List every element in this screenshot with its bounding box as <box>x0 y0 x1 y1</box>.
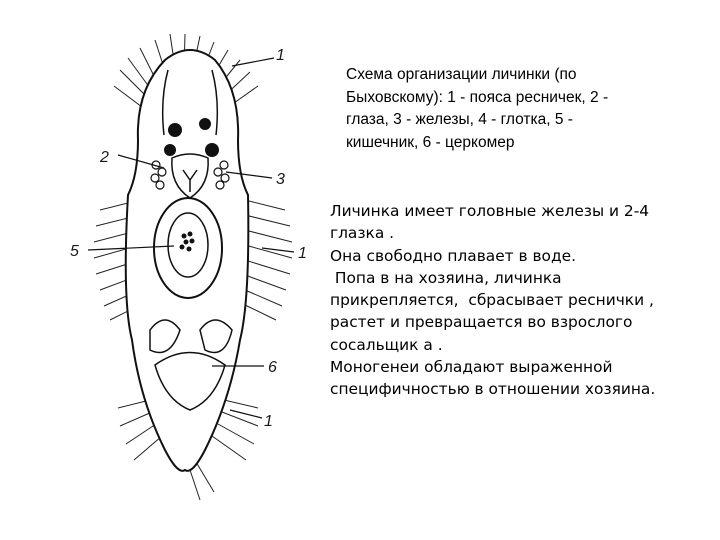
eye-icon <box>168 123 182 137</box>
body-line: Она свободно плавает в воде. <box>330 246 576 265</box>
label-5: 5 <box>70 243 79 260</box>
eye-icon <box>199 118 211 130</box>
label-1-bottom: 1 <box>264 413 273 430</box>
body-line: Моногенеи обладают выраженной специфичностью в отношении хозяина. <box>330 358 656 399</box>
figure-caption: Схема организации личинки (по Быховскому): 1 - пояса ресничек, 2 - глаза, 3 - железы, 4 - глотка, 5 - кишечник, 6 - церкомер <box>346 66 609 151</box>
body-line: Попа в на хозяина, личинка прикрепляется, сбрасывает реснички , растет и превращается во взрослого сосальщик а . <box>330 268 659 354</box>
intestine-inner <box>168 213 208 277</box>
larva-illustration <box>0 0 340 540</box>
label-6: 6 <box>268 359 277 376</box>
label-2: 2 <box>100 149 109 166</box>
eye-icon <box>205 143 219 157</box>
label-3: 3 <box>276 171 285 188</box>
body-text <box>330 200 685 401</box>
larva-diagram <box>0 0 340 540</box>
body-line: Личинка имеет головные железы и 2-4 глазка . <box>330 202 654 243</box>
label-1-top: 1 <box>276 47 285 64</box>
label-1-middle: 1 <box>298 245 307 262</box>
eye-icon <box>164 144 176 156</box>
